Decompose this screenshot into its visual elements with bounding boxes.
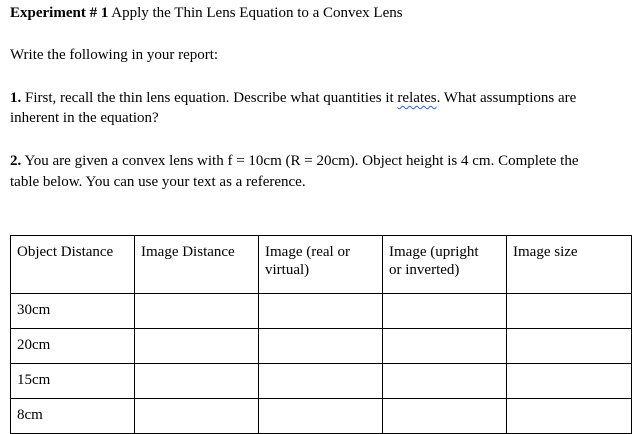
header-image-real-virtual (259, 236, 383, 294)
object-distance-cell: 30cm (11, 294, 135, 329)
experiment-title: Apply the Thin Lens Equation to a Convex Lens (108, 5, 403, 21)
image-size-cell[interactable] (507, 294, 632, 329)
header-text-2: or inverted) (389, 262, 460, 278)
instruction-text: Write the following in your report: (10, 47, 219, 63)
image-orientation-cell[interactable] (383, 294, 507, 329)
table-row (11, 364, 632, 399)
question-2-number: 2. (10, 153, 22, 169)
spellcheck-word: relates (397, 90, 437, 106)
table-header-row (11, 236, 632, 294)
question-1-text-b: . What assumptions are (436, 90, 577, 106)
header-text: Image size (513, 244, 578, 260)
image-type-cell[interactable] (259, 329, 383, 364)
table-row (11, 329, 632, 364)
image-orientation-cell[interactable] (383, 364, 507, 399)
image-size-cell[interactable] (507, 329, 632, 364)
question-2-text: You are given a convex lens with f = 10cm (R = 20cm). Object height is 4 cm. Complete the (21, 153, 579, 169)
header-image-orientation (383, 236, 507, 294)
object-distance-cell: 15cm (11, 364, 135, 399)
table-row (11, 399, 632, 434)
image-size-cell[interactable] (507, 399, 632, 434)
header-image-distance (135, 236, 259, 294)
question-2-line-2: table below. You can use your text as a reference. (10, 174, 306, 190)
image-orientation-cell[interactable] (383, 399, 507, 434)
lens-data-table (10, 235, 632, 434)
experiment-heading (10, 4, 403, 22)
header-image-size (507, 236, 632, 294)
question-1-line-2: inherent in the equation? (10, 110, 159, 126)
question-1-number: 1. (10, 90, 22, 106)
header-text: Image (real or (265, 244, 350, 260)
header-text: Object Distance (17, 244, 114, 260)
image-orientation-cell[interactable] (383, 329, 507, 364)
image-distance-cell[interactable] (135, 329, 259, 364)
image-type-cell[interactable] (259, 364, 383, 399)
question-2-line-1 (10, 152, 578, 170)
image-size-cell[interactable] (507, 364, 632, 399)
experiment-number: Experiment # 1 (10, 5, 109, 21)
object-distance-cell: 20cm (11, 329, 135, 364)
image-type-cell[interactable] (259, 399, 383, 434)
image-type-cell[interactable] (259, 294, 383, 329)
header-text-2: virtual) (265, 262, 310, 278)
question-1-line-1 (10, 89, 576, 107)
question-1-text-a: First, recall the thin lens equation. Describe what quantities it (21, 90, 398, 106)
header-text: Image Distance (141, 244, 235, 260)
object-distance-cell: 8cm (11, 399, 135, 434)
header-text: Image (upright (389, 244, 479, 260)
header-object-distance (11, 236, 135, 294)
image-distance-cell[interactable] (135, 399, 259, 434)
image-distance-cell[interactable] (135, 294, 259, 329)
image-distance-cell[interactable] (135, 364, 259, 399)
table-row (11, 294, 632, 329)
